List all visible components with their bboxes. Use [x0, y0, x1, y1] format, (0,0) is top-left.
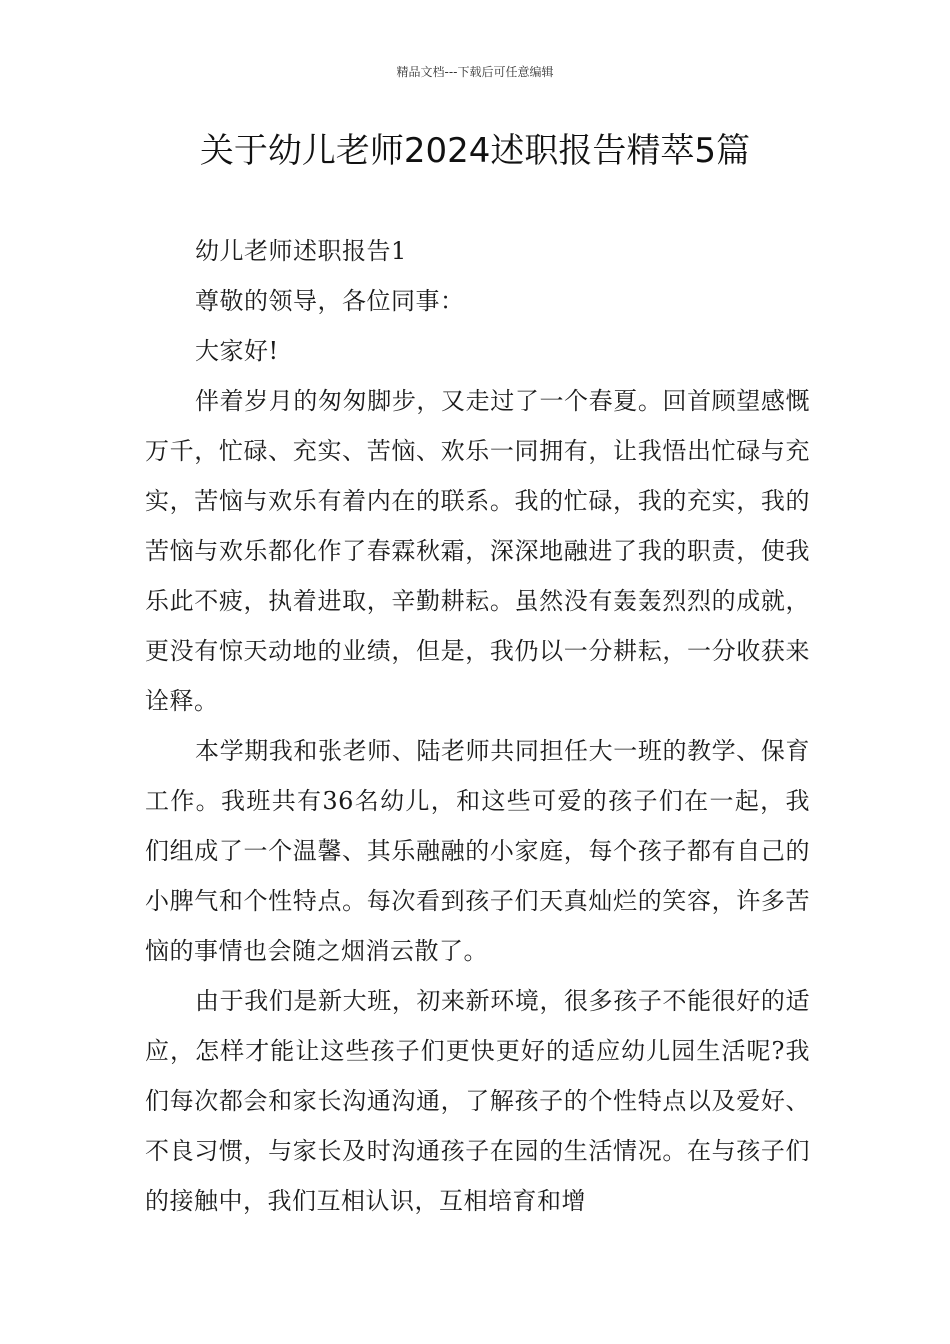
page-header-note: 精品文档---下载后可任意编辑: [396, 65, 554, 79]
document-title: 关于幼儿老师2024述职报告精萃5篇: [199, 131, 751, 171]
document-body: [145, 226, 810, 1226]
section-heading: 幼儿老师述职报告1: [195, 237, 407, 265]
salutation: 尊敬的领导，各位同事：: [195, 287, 465, 315]
body-paragraph: 本学期我和张老师、陆老师共同担任大一班的教学、保育工作。我班共有36名幼儿，和这些可爱的孩子们在一起，我们组成了一个温馨、其乐融融的小家庭，每个孩子都有自己的小脾气和个性特点。每次看到孩子们天真灿烂的笑容，许多苦恼的事情也会随之烟消云散了。: [145, 737, 810, 965]
body-paragraph: 伴着岁月的匆匆脚步，又走过了一个春夏。回首顾望感慨万千，忙碌、充实、苦恼、欢乐一同拥有，让我悟出忙碌与充实，苦恼与欢乐有着内在的联系。我的忙碌，我的充实，我的苦恼与欢乐都化作了春霖秋霜，深深地融进了我的职责，使我乐此不疲，执着进取，辛勤耕耘。虽然没有轰轰烈烈的成就，更没有惊天动地的业绩，但是，我仍以一分耕耘，一分收获来诠释。: [145, 387, 810, 715]
body-paragraph: 由于我们是新大班，初来新环境，很多孩子不能很好的适应，怎样才能让这些孩子们更快更好的适应幼儿园生活呢?我们每次都会和家长沟通沟通，了解孩子的个性特点以及爱好、不良习惯，与家长及时沟通孩子在园的生活情况。在与孩子们的接触中，我们互相认识，互相培育和增: [145, 987, 810, 1215]
greeting: 大家好!: [195, 337, 279, 365]
